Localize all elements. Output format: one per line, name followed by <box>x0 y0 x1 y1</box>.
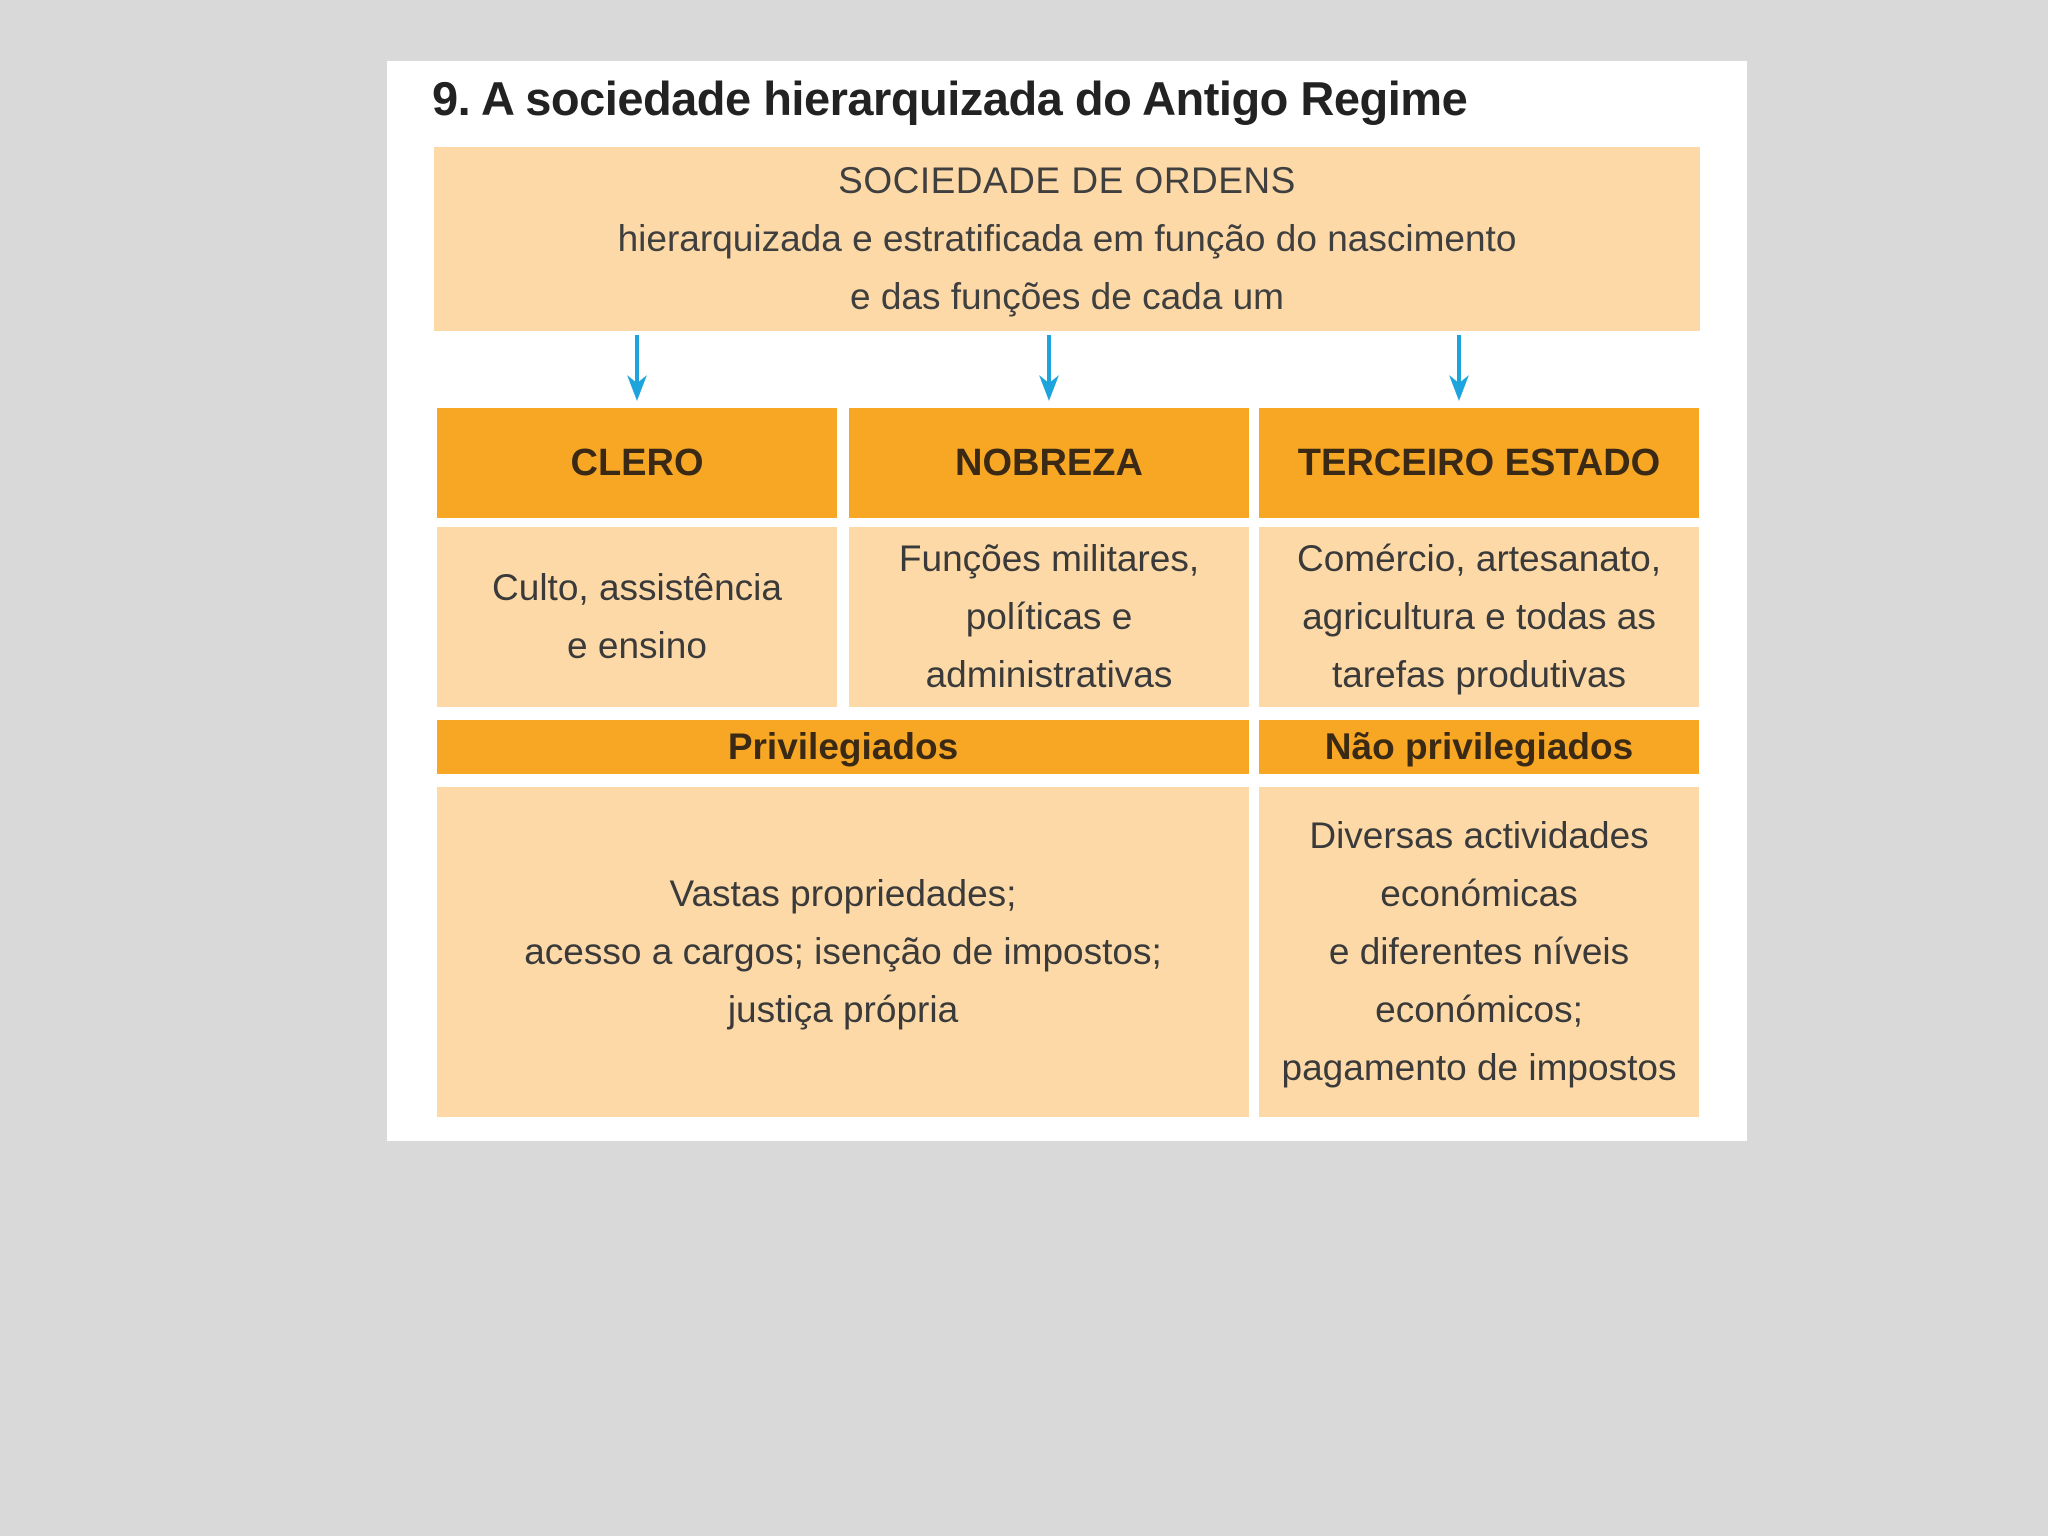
diagram-title: 9. A sociedade hierarquizada do Antigo Regime <box>432 72 1468 125</box>
functions-line: Comércio, artesanato, <box>1296 538 1661 579</box>
order-header-clero: CLERO <box>437 408 837 518</box>
diagram-panel <box>387 61 1747 1141</box>
arrow-down-icon <box>1447 333 1471 403</box>
conditions-line: Vastas propriedades; <box>669 873 1017 914</box>
status-non-privileged: Não privilegiados <box>1259 720 1699 774</box>
conditions-privileged <box>437 787 1249 1117</box>
society-description-line-1: hierarquizada e estratificada em função do nascimento <box>617 218 1517 259</box>
functions-line: Funções militares, <box>898 538 1200 579</box>
conditions-line: justiça própria <box>727 989 959 1030</box>
society-description-line-2: e das funções de cada um <box>849 276 1284 317</box>
conditions-line: e diferentes níveis <box>1328 931 1630 972</box>
order-functions-clero <box>437 527 837 707</box>
status-privileged: Privilegiados <box>437 720 1249 774</box>
conditions-line: económicos; <box>1375 989 1583 1030</box>
conditions-non-privileged <box>1259 787 1699 1117</box>
functions-line: administrativas <box>925 654 1173 695</box>
order-header-terceiro-estado: TERCEIRO ESTADO <box>1259 408 1699 518</box>
society-heading: SOCIEDADE DE ORDENS <box>838 160 1296 201</box>
conditions-line: pagamento de impostos <box>1281 1047 1677 1088</box>
functions-line: tarefas produtivas <box>1331 654 1627 695</box>
order-functions-nobreza <box>849 527 1249 707</box>
functions-line: agricultura e todas as <box>1302 596 1656 637</box>
conditions-line: Diversas actividades <box>1309 815 1649 856</box>
functions-line: políticas e <box>965 596 1133 637</box>
conditions-line: acesso a cargos; isenção de impostos; <box>524 931 1162 972</box>
society-box <box>434 147 1700 331</box>
arrow-down-icon <box>625 333 649 403</box>
functions-line: Culto, assistência <box>492 567 782 608</box>
order-header-nobreza: NOBREZA <box>849 408 1249 518</box>
functions-line: e ensino <box>567 625 707 666</box>
order-functions-terceiro-estado <box>1259 527 1699 707</box>
arrow-down-icon <box>1037 333 1061 403</box>
conditions-line: económicas <box>1380 873 1578 914</box>
